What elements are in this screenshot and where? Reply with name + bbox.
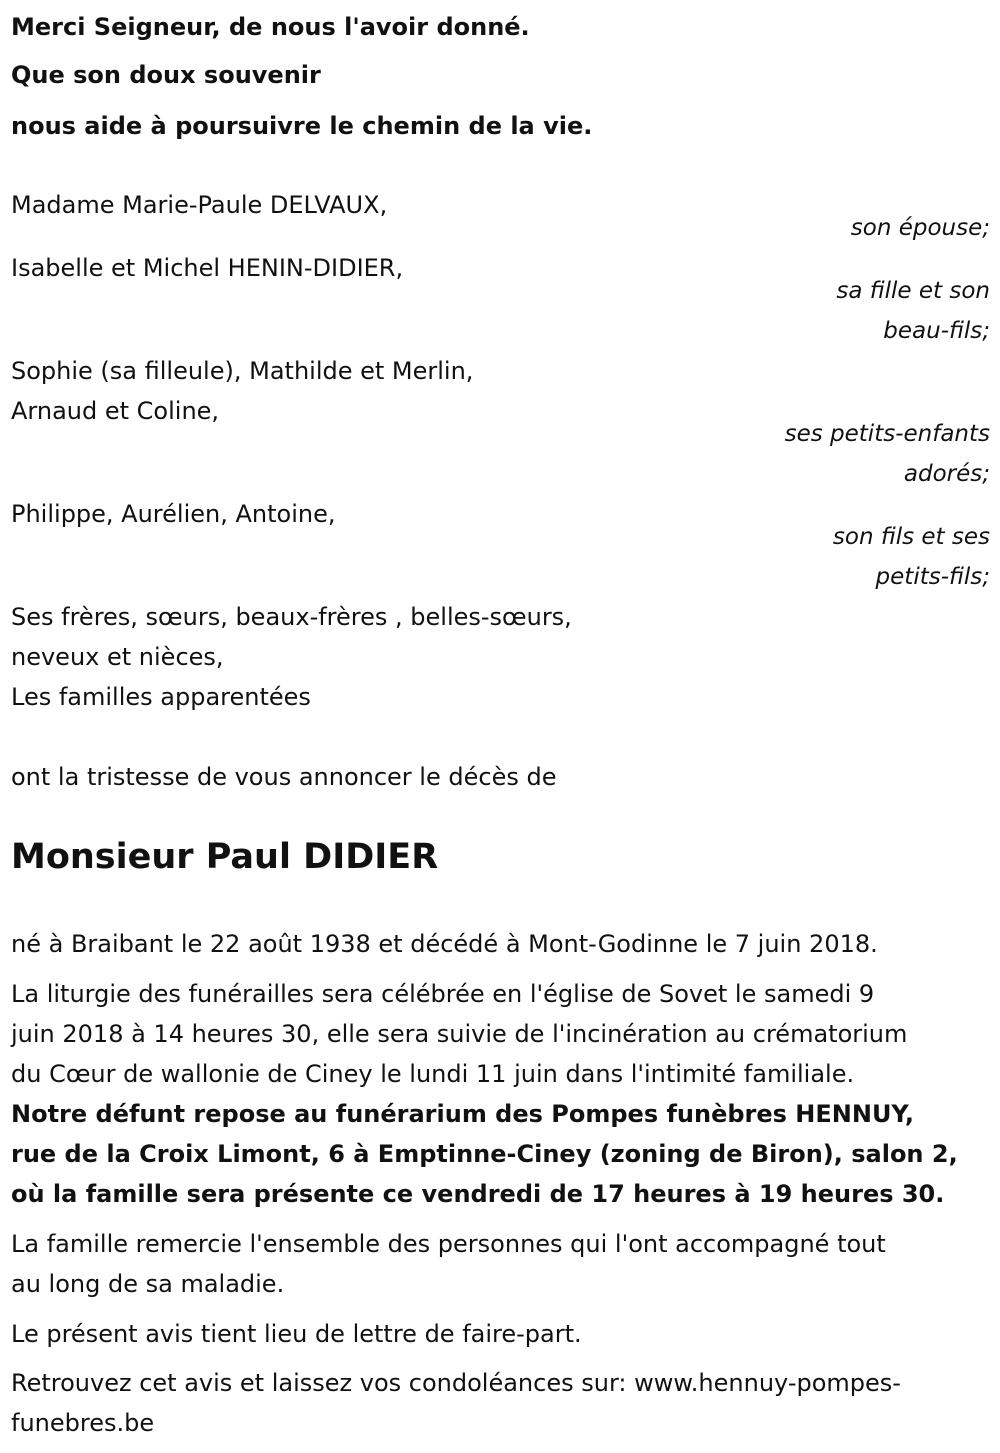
rest-notice-line-1: Notre défunt repose au funérarium des Pompes funèbres HENNUY, [11,1100,914,1128]
prayer-line-3: nous aide à poursuivre le chemin de la vie. [11,112,593,140]
deceased-name: Monsieur Paul DIDIER [11,837,439,877]
condolences-link[interactable]: funebres.be [11,1409,155,1437]
grandchildren-relation-line-1: ses petits-enfants [784,421,990,447]
siblings-line-2: neveux et nièces, [11,643,224,671]
spouse-relation: son épouse; [850,215,990,241]
faire-part-notice: Le présent avis tient lieu de lettre de faire-part. [11,1320,582,1348]
spouse-name: Madame Marie-Paule DELVAUX, [11,191,388,219]
daughter-relation-line-1: sa fille et son [836,278,990,304]
thanks-line-1: La famille remercie l'ensemble des personnes qui l'ont accompagné tout [11,1230,886,1258]
son-relation-line-2: petits-fils; [875,564,990,590]
siblings-line-3: Les familles apparentées [11,683,311,711]
liturgy-line-3: du Cœur de wallonie de Ciney le lundi 11 juin dans l'intimité familiale. [11,1060,855,1088]
grandchildren-line-2: Arnaud et Coline, [11,397,220,425]
prayer-line-1: Merci Seigneur, de nous l'avoir donné. [11,13,530,41]
daughter-name: Isabelle et Michel HENIN-DIDIER, [11,254,404,282]
son-name: Philippe, Aurélien, Antoine, [11,500,336,528]
prayer-line-2: Que son doux souvenir [11,61,321,89]
son-relation-line-1: son fils et ses [832,524,990,550]
birth-death-info: né à Braibant le 22 août 1938 et décédé à Mont-Godinne le 7 juin 2018. [11,930,878,958]
announcement: ont la tristesse de vous annoncer le décès de [11,763,557,791]
grandchildren-relation-line-2: adorés; [903,461,990,487]
liturgy-line-2: juin 2018 à 14 heures 30, elle sera suivie de l'incinération au crématorium [11,1020,908,1048]
rest-notice-line-2: rue de la Croix Limont, 6 à Emptinne-Ciney (zoning de Biron), salon 2, [11,1140,958,1168]
condolences-line-1: Retrouvez cet avis et laissez vos condoléances sur: www.hennuy-pompes- [11,1369,901,1397]
thanks-line-2: au long de sa maladie. [11,1270,285,1298]
rest-notice-line-3: où la famille sera présente ce vendredi de 17 heures à 19 heures 30. [11,1180,945,1208]
grandchildren-line-1: Sophie (sa filleule), Mathilde et Merlin, [11,357,474,385]
daughter-relation-line-2: beau-fils; [883,318,990,344]
liturgy-line-1: La liturgie des funérailles sera célébrée en l'église de Sovet le samedi 9 [11,980,875,1008]
siblings-line-1: Ses frères, sœurs, beaux-frères , belles-sœurs, [11,603,572,631]
